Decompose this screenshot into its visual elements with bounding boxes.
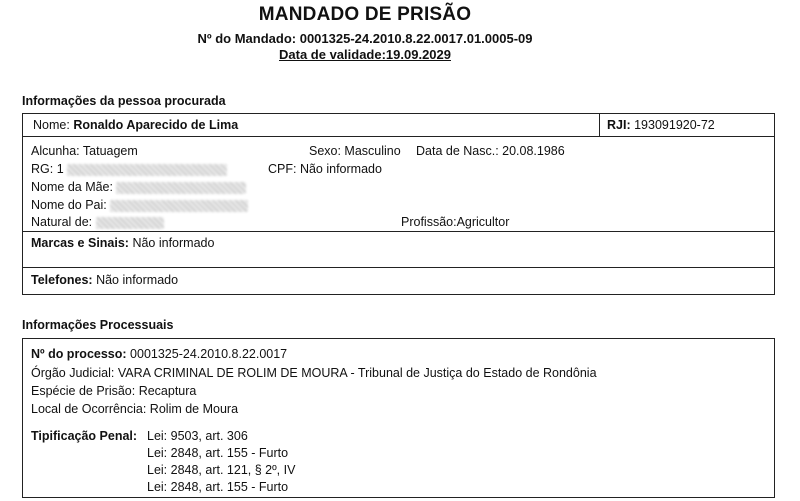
process-number-value: 0001325-24.2010.8.22.0017 bbox=[130, 347, 288, 361]
location-text: Local de Ocorrência: Rolim de Moura bbox=[31, 402, 239, 416]
phones-value: Não informado bbox=[96, 273, 179, 287]
redacted-birthplace bbox=[96, 217, 164, 229]
rji-value: 193091920-72 bbox=[634, 118, 715, 132]
mother-label: Nome da Mãe: bbox=[31, 180, 113, 194]
penal-item: Lei: 9503, art. 306 bbox=[147, 429, 248, 443]
person-section-title: Informações da pessoa procurada bbox=[22, 94, 226, 108]
redacted-rg bbox=[67, 164, 227, 176]
document-title: MANDADO DE PRISÃO bbox=[258, 4, 472, 25]
row-divider bbox=[23, 231, 774, 232]
name-row bbox=[33, 118, 238, 132]
rg-partial: 1 bbox=[56, 162, 64, 176]
phones-row bbox=[31, 273, 178, 287]
mother-row bbox=[31, 180, 246, 194]
warrant-number: Nº do Mandado: 0001325-24.2010.8.22.0017.01.0005-09 bbox=[197, 31, 533, 46]
penal-item: Lei: 2848, art. 155 - Furto bbox=[147, 480, 289, 494]
name-label: Nome: bbox=[33, 118, 70, 132]
rji-label: RJI: bbox=[607, 118, 631, 132]
phones-label: Telefones: bbox=[31, 273, 93, 287]
rg-label: RG: bbox=[31, 162, 54, 176]
marks-row bbox=[31, 236, 214, 250]
birthplace-label: Natural de: bbox=[31, 215, 93, 229]
father-label: Nome do Pai: bbox=[31, 198, 107, 212]
sex-text: Sexo: Masculino bbox=[309, 144, 401, 158]
father-row bbox=[31, 198, 248, 212]
alias-text: Alcunha: Tatuagem bbox=[31, 144, 138, 158]
birthplace-row bbox=[31, 215, 164, 229]
validity-date: Data de validade:19.09.2029 bbox=[279, 47, 451, 62]
redacted-mother-name bbox=[116, 182, 246, 194]
court-text: Órgão Judicial: VARA CRIMINAL DE ROLIM DE MOURA - Tribunal de Justiça do Estado de Rondônia bbox=[31, 366, 597, 380]
rg-row bbox=[31, 162, 227, 176]
process-number-label: Nº do processo: bbox=[31, 347, 127, 361]
marks-label: Marcas e Sinais: bbox=[31, 236, 129, 250]
process-info-box bbox=[22, 338, 775, 498]
process-number-row bbox=[31, 347, 287, 361]
row-divider bbox=[23, 267, 774, 268]
person-info-box bbox=[22, 113, 775, 295]
rji-divider bbox=[599, 114, 600, 136]
birth-date-text: Data de Nasc.: 20.08.1986 bbox=[416, 144, 565, 158]
penal-label: Tipificação Penal: bbox=[31, 429, 138, 443]
process-section-title: Informações Processuais bbox=[22, 318, 174, 332]
redacted-father-name bbox=[110, 200, 248, 212]
penal-item: Lei: 2848, art. 155 - Furto bbox=[147, 446, 289, 460]
profession-text: Profissão:Agricultor bbox=[401, 215, 510, 229]
penal-item: Lei: 2848, art. 121, § 2º, IV bbox=[147, 463, 296, 477]
row-divider bbox=[23, 136, 774, 137]
name-value: Ronaldo Aparecido de Lima bbox=[73, 118, 239, 132]
prison-type-text: Espécie de Prisão: Recaptura bbox=[31, 384, 197, 398]
marks-value: Não informado bbox=[132, 236, 215, 250]
cpf-text: CPF: Não informado bbox=[268, 162, 382, 176]
rji-row bbox=[607, 118, 715, 132]
